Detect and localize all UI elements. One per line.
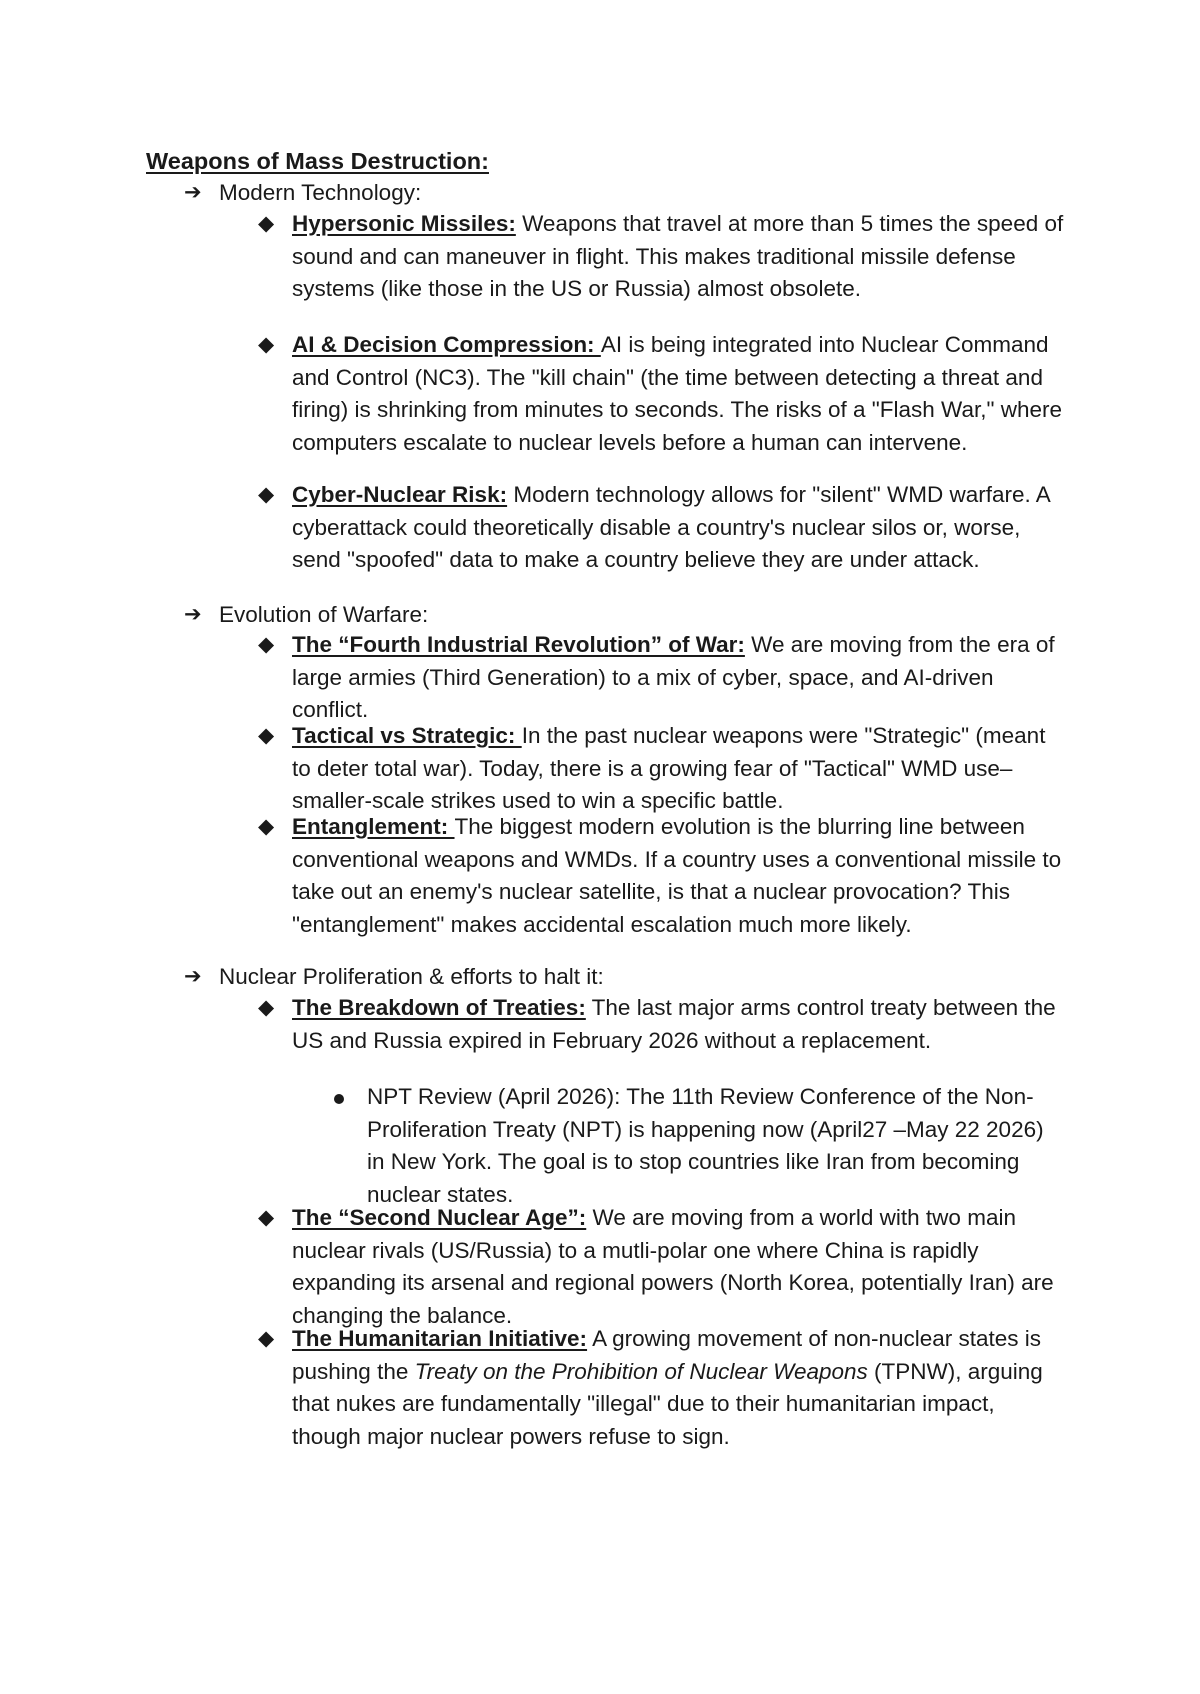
item-description: Modern technology allows for "silent" WMD warfare. A cyberattack could theoretically disable a country's nuclear silos or, worse, send "spoofed" data to make a country believe they are under attack. [292,482,1050,573]
item-description: The biggest modern evolution is the blurring line between conventional weapons and WMDs. If a country uses a conventional missile to take out an enemy's nuclear satellite, is that a nuclear provocation? This "entanglement" makes accidental escalation much more likely. [292,814,1062,937]
diamond-bullet-icon: ◆ [258,724,275,747]
item-term: Tactical vs Strategic: [292,723,522,748]
diamond-bullet-icon: ◆ [258,212,275,235]
item-text [292,479,1068,577]
item-text [292,1202,1068,1332]
item-text [292,629,1068,727]
arrow-right-icon: ➔ [184,965,202,988]
item-description: The last major arms control treaty between the US and Russia expired in February 2026 without a replacement. [292,995,1056,1053]
dot-bullet-icon [334,1094,344,1104]
item-text [292,811,1068,941]
item-term: The “Fourth Industrial Revolution” of War: [292,632,745,657]
item-term: Cyber-Nuclear Risk: [292,482,508,507]
item-term: Hypersonic Missiles: [292,211,516,236]
item-description-end: (TPNW), arguing that nukes are fundamentally "illegal" due to their humanitarian impact, though major nuclear powers refuse to sign. [292,1358,1043,1449]
item-description: We are moving from the era of large armies (Third Generation) to a mix of cyber, space, and AI-driven conflict. [292,632,1055,723]
section-label: Evolution of Warfare: [219,602,429,627]
item-description: AI is being integrated into Nuclear Command and Control (NC3). The "kill chain" (the time between detecting a threat and firing) is shrinking from minutes to seconds. The risks of a "Flash War," where computers escalate to nuclear levels before a human can intervene. [292,332,1062,455]
item-term: Entanglement: [292,814,455,839]
diamond-bullet-icon: ◆ [258,333,275,356]
item-term: The Humanitarian Initiative: [292,1326,588,1351]
document-title: Weapons of Mass Destruction: [146,148,489,174]
diamond-bullet-icon: ◆ [258,815,275,838]
item-description: A growing movement of non-nuclear states is pushing the [292,1326,1042,1384]
item-text [292,992,1068,1057]
item-term: The Breakdown of Treaties: [292,995,586,1020]
sub-item-text: NPT Review (April 2026): The 11th Review Conference of the Non-Proliferation Treaty (NPT) is happening now (April27 –May 22 2026) in New York. The goal is to stop countries like Iran from becoming nuclear states. [367,1084,1044,1207]
section-label: Nuclear Proliferation & efforts to halt it: [219,964,604,989]
diamond-bullet-icon: ◆ [258,996,275,1019]
item-description: Weapons that travel at more than 5 times the speed of sound and can maneuver in flight. This makes traditional missile defense systems (like those in the US or Russia) almost obsolete. [292,211,1064,302]
section-label: Modern Technology: [219,180,422,205]
diamond-bullet-icon: ◆ [258,483,275,506]
item-text [292,720,1068,818]
item-description: We are moving from a world with two main nuclear rivals (US/Russia) to a mutli-polar one where China is rapidly expanding its arsenal and regional powers (North Korea, potentially Iran) are changing the balance. [292,1205,1054,1328]
item-text [292,208,1068,306]
diamond-bullet-icon: ◆ [258,1327,275,1350]
treaty-name: Treaty on the Prohibition of Nuclear Weapons [414,1358,868,1384]
item-description: In the past nuclear weapons were "Strategic" (meant to deter total war). Today, there is a growing fear of "Tactical" WMD use–smaller-scale strikes used to win a specific battle. [292,723,1046,814]
item-term: The “Second Nuclear Age”: [292,1205,587,1230]
item-text [292,329,1068,459]
item-term: AI & Decision Compression: [292,332,601,357]
diamond-bullet-icon: ◆ [258,1206,275,1229]
diamond-bullet-icon: ◆ [258,633,275,656]
arrow-right-icon: ➔ [184,181,202,204]
item-text [292,1323,1068,1453]
arrow-right-icon: ➔ [184,603,202,626]
